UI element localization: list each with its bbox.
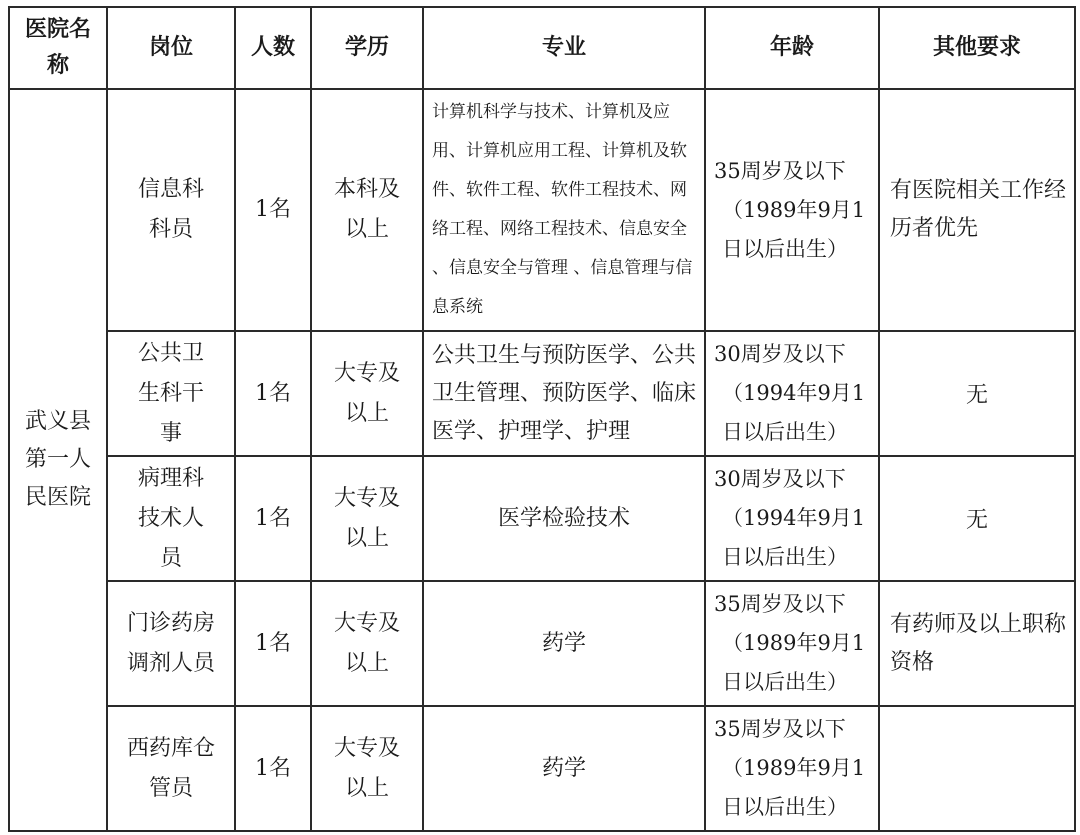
education-cell: 大专及以上 bbox=[311, 581, 423, 706]
header-major: 专业 bbox=[423, 7, 705, 89]
position-cell: 西药库仓管员 bbox=[107, 706, 235, 831]
major-cell: 药学 bbox=[423, 581, 705, 706]
education-cell: 大专及以上 bbox=[311, 456, 423, 581]
age-cell bbox=[705, 706, 879, 831]
age-cell bbox=[705, 331, 879, 456]
position-cell: 病理科技术人员 bbox=[107, 456, 235, 581]
header-position: 岗位 bbox=[107, 7, 235, 89]
education-cell: 本科及以上 bbox=[311, 89, 423, 331]
table-row bbox=[9, 89, 1075, 331]
count-cell: 1名 bbox=[235, 581, 311, 706]
table-row bbox=[9, 331, 1075, 456]
birth-date-note: （1994年9月1日以后出生） bbox=[722, 506, 866, 569]
major-cell: 医学检验技术 bbox=[423, 456, 705, 581]
other-requirement-cell bbox=[879, 706, 1075, 831]
other-requirement-cell: 有药师及以上职称资格 bbox=[879, 581, 1075, 706]
birth-date-note: （1994年9月1日以后出生） bbox=[722, 381, 866, 444]
age-limit: 35周岁及以下 bbox=[714, 592, 846, 616]
age-cell bbox=[705, 456, 879, 581]
major-cell: 公共卫生与预防医学、公共卫生管理、预防医学、临床医学、护理学、护理 bbox=[423, 331, 705, 456]
education-cell: 大专及以上 bbox=[311, 331, 423, 456]
age-limit: 35周岁及以下 bbox=[714, 717, 846, 741]
count-cell: 1名 bbox=[235, 456, 311, 581]
header-other: 其他要求 bbox=[879, 7, 1075, 89]
header-age: 年龄 bbox=[705, 7, 879, 89]
major-cell: 计算机科学与技术、计算机及应用、计算机应用工程、计算机及软件、软件工程、软件工程技术、网络工程、网络工程技术、信息安全 、信息安全与管理 、信息管理与信息系统 bbox=[423, 89, 705, 331]
birth-date-note: （1989年9月1日以后出生） bbox=[722, 631, 866, 694]
position-cell: 门诊药房调剂人员 bbox=[107, 581, 235, 706]
other-requirement-cell: 无 bbox=[879, 456, 1075, 581]
other-requirement-cell: 有医院相关工作经历者优先 bbox=[879, 89, 1075, 331]
recruitment-table bbox=[8, 6, 1076, 832]
other-requirement-cell: 无 bbox=[879, 331, 1075, 456]
table-row bbox=[9, 581, 1075, 706]
count-cell: 1名 bbox=[235, 331, 311, 456]
age-limit: 35周岁及以下 bbox=[714, 158, 846, 183]
major-cell: 药学 bbox=[423, 706, 705, 831]
education-cell: 大专及以上 bbox=[311, 706, 423, 831]
count-cell: 1名 bbox=[235, 89, 311, 331]
position-cell: 信息科科员 bbox=[107, 89, 235, 331]
count-cell: 1名 bbox=[235, 706, 311, 831]
hospital-name-cell bbox=[9, 89, 107, 831]
table-row bbox=[9, 706, 1075, 831]
age-cell bbox=[705, 581, 879, 706]
age-limit: 30周岁及以下 bbox=[714, 342, 846, 366]
birth-date-note: （1989年9月1日以后出生） bbox=[722, 756, 866, 819]
hospital-name: 武义县第一人民医院 bbox=[24, 409, 91, 510]
age-limit: 30周岁及以下 bbox=[714, 467, 846, 491]
birth-date-note: （1989年9月1日以后出生） bbox=[722, 197, 866, 261]
header-hospital: 医院名称 bbox=[9, 7, 107, 89]
position-cell: 公共卫生科干事 bbox=[107, 331, 235, 456]
header-education: 学历 bbox=[311, 7, 423, 89]
header-row bbox=[9, 7, 1075, 89]
table-row bbox=[9, 456, 1075, 581]
header-count: 人数 bbox=[235, 7, 311, 89]
age-cell bbox=[705, 89, 879, 331]
